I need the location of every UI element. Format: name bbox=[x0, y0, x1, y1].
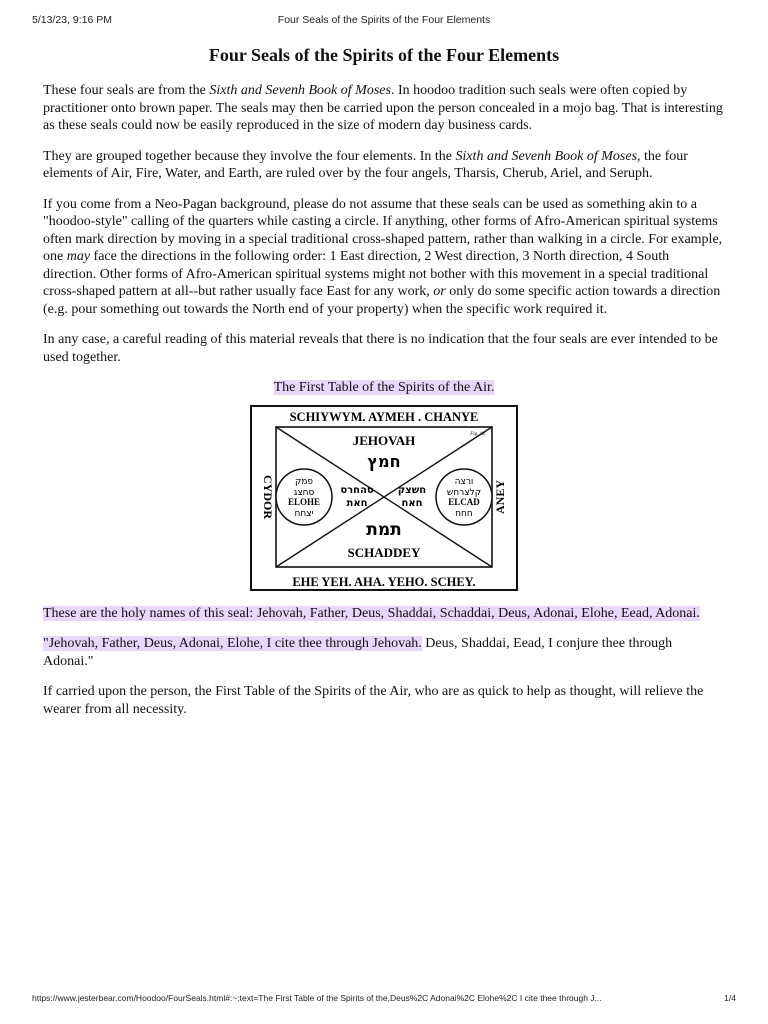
seal-circle-left-name: ELOHE bbox=[287, 496, 321, 507]
paragraph-elements bbox=[43, 148, 725, 183]
p2-pre: They are grouped together because they involve the four elements. In the bbox=[43, 148, 456, 164]
seal-circle-right-name: ELCAD bbox=[448, 496, 480, 507]
seal-image bbox=[250, 405, 518, 591]
print-url[interactable]: https://www.jesterbear.com/Hoodoo/FourSeals.html#:~:text=The First Table of the Spirits of the,Deus%2C Adonai%2C Elohe%2C I cite thee through J... bbox=[32, 993, 602, 1003]
invocation-rest: Deus, Shaddai, Eead, I conjure thee through Adonai." bbox=[43, 636, 673, 669]
seal-mid-left-hebrew: סהחרס bbox=[340, 484, 374, 496]
seal-left-hebrew-line: פמק bbox=[294, 476, 314, 487]
print-datetime: 5/13/23, 9:16 PM bbox=[32, 14, 112, 26]
seal-left-hebrew-line: יצחח bbox=[294, 508, 314, 519]
invocation-highlight: "Jehovah, Father, Deus, Adonai, Elohe, I cite thee through Jehovah. bbox=[43, 636, 422, 651]
seal-right-text: ANEY bbox=[493, 479, 507, 514]
seal-upper-name: JEHOVAH bbox=[352, 432, 416, 448]
seal-mid-left-hebrew: חאת bbox=[346, 497, 368, 509]
seal-left-text: CYDOR bbox=[261, 474, 275, 519]
paragraph-careful-reading: In any case, a careful reading of this material reveals that there is no indication that the four seals are ever intended to be used together. bbox=[43, 332, 718, 365]
page-number: 1/4 bbox=[724, 993, 736, 1003]
paragraph-intro bbox=[43, 82, 725, 135]
seal-fig-label: Fig. 10. bbox=[470, 431, 486, 437]
seal-drawing bbox=[250, 405, 518, 591]
paragraph-neo-pagan bbox=[43, 196, 725, 319]
p2-post: , the four elements of Air, Fire, Water, and Earth, are ruled over by the four angels, Tharsis, Cherub, Ariel, and Seruph. bbox=[43, 148, 688, 181]
p3-may: may bbox=[66, 249, 91, 264]
seal-bottom-text: EHE YEH. AHA. YEHO. SCHEY. bbox=[292, 574, 476, 589]
print-header bbox=[0, 14, 768, 30]
p3-or: or bbox=[433, 284, 446, 299]
article bbox=[43, 44, 725, 731]
seal-mid-right-hebrew: חאח bbox=[401, 497, 423, 509]
seal-right-hebrew-line: חחח bbox=[455, 508, 473, 519]
p1-pre: These four seals are from the bbox=[43, 83, 210, 98]
paragraph-holy-names bbox=[43, 605, 725, 623]
seal-left-hebrew-line: סחצג bbox=[293, 487, 315, 498]
caption-highlight: The First Table of the Spirits of the Air. bbox=[273, 380, 495, 395]
print-footer bbox=[0, 993, 768, 1007]
book-title: Sixth and Sevenh Book of Moses bbox=[455, 148, 638, 164]
p3-c: only do some specific action towards a direction (e.g. pour something out towards the North end of your property) when the specific work required it. bbox=[43, 284, 721, 317]
seal-upper-hebrew: חמץ bbox=[367, 451, 401, 471]
seal-caption bbox=[43, 379, 725, 397]
p3-b: face the directions in the following order: 1 East direction, 2 West direction, 3 North direction, 4 South direction. Other forms of Afro-American spiritual systems might not bother with this movement in a special traditional cross-shaped pattern at all--but rather usually face East for any work, bbox=[43, 249, 709, 299]
seal-right-hebrew-line: ורצה bbox=[454, 476, 474, 487]
seal-lower-name: SCHADDEY bbox=[347, 544, 421, 560]
seal-top-text: SCHIYWYM. AYMEH . CHANYE bbox=[289, 409, 479, 424]
seal-mid-right-hebrew: חשצק bbox=[397, 484, 427, 496]
seal-lower-hebrew: תמת bbox=[366, 519, 402, 540]
p3-a: If you come from a Neo-Pagan background, please do not assume that these seals can be used as something akin to a "hoodoo-style" calling of the quarters while casting a circle. If anything, other forms of Afro-American spiritual systems often mark direction by moving in a special traditional cross-shaped pattern, rather than walking in a circle. For example, one bbox=[43, 196, 723, 264]
seal-right-hebrew-line: קלצרחש bbox=[446, 487, 482, 498]
p1-post: . In hoodoo tradition such seals were often copied by practitioner onto brown paper. The seals may then be carried upon the person concealed in a mojo bag. That is interesting as these seals could now be easily reproduced in the size of modern day business cards. bbox=[43, 83, 723, 133]
holy-names-highlight: These are the holy names of this seal: Jehovah, Father, Deus, Shaddai, Schaddai, Deus, Adonai, Elohe, Eead, Adonai. bbox=[43, 605, 700, 621]
paragraph-invocation bbox=[43, 635, 725, 670]
paragraph-carried: If carried upon the person, the First Table of the Spirits of the Air, who are as quick to help as thought, will relieve the wearer from all necessity. bbox=[43, 684, 704, 717]
book-title: Sixth and Sevenh Book of Moses bbox=[209, 83, 391, 98]
print-page-title: Four Seals of the Spirits of the Four Elements bbox=[277, 14, 491, 26]
article-title: Four Seals of the Spirits of the Four Elements bbox=[208, 45, 560, 65]
